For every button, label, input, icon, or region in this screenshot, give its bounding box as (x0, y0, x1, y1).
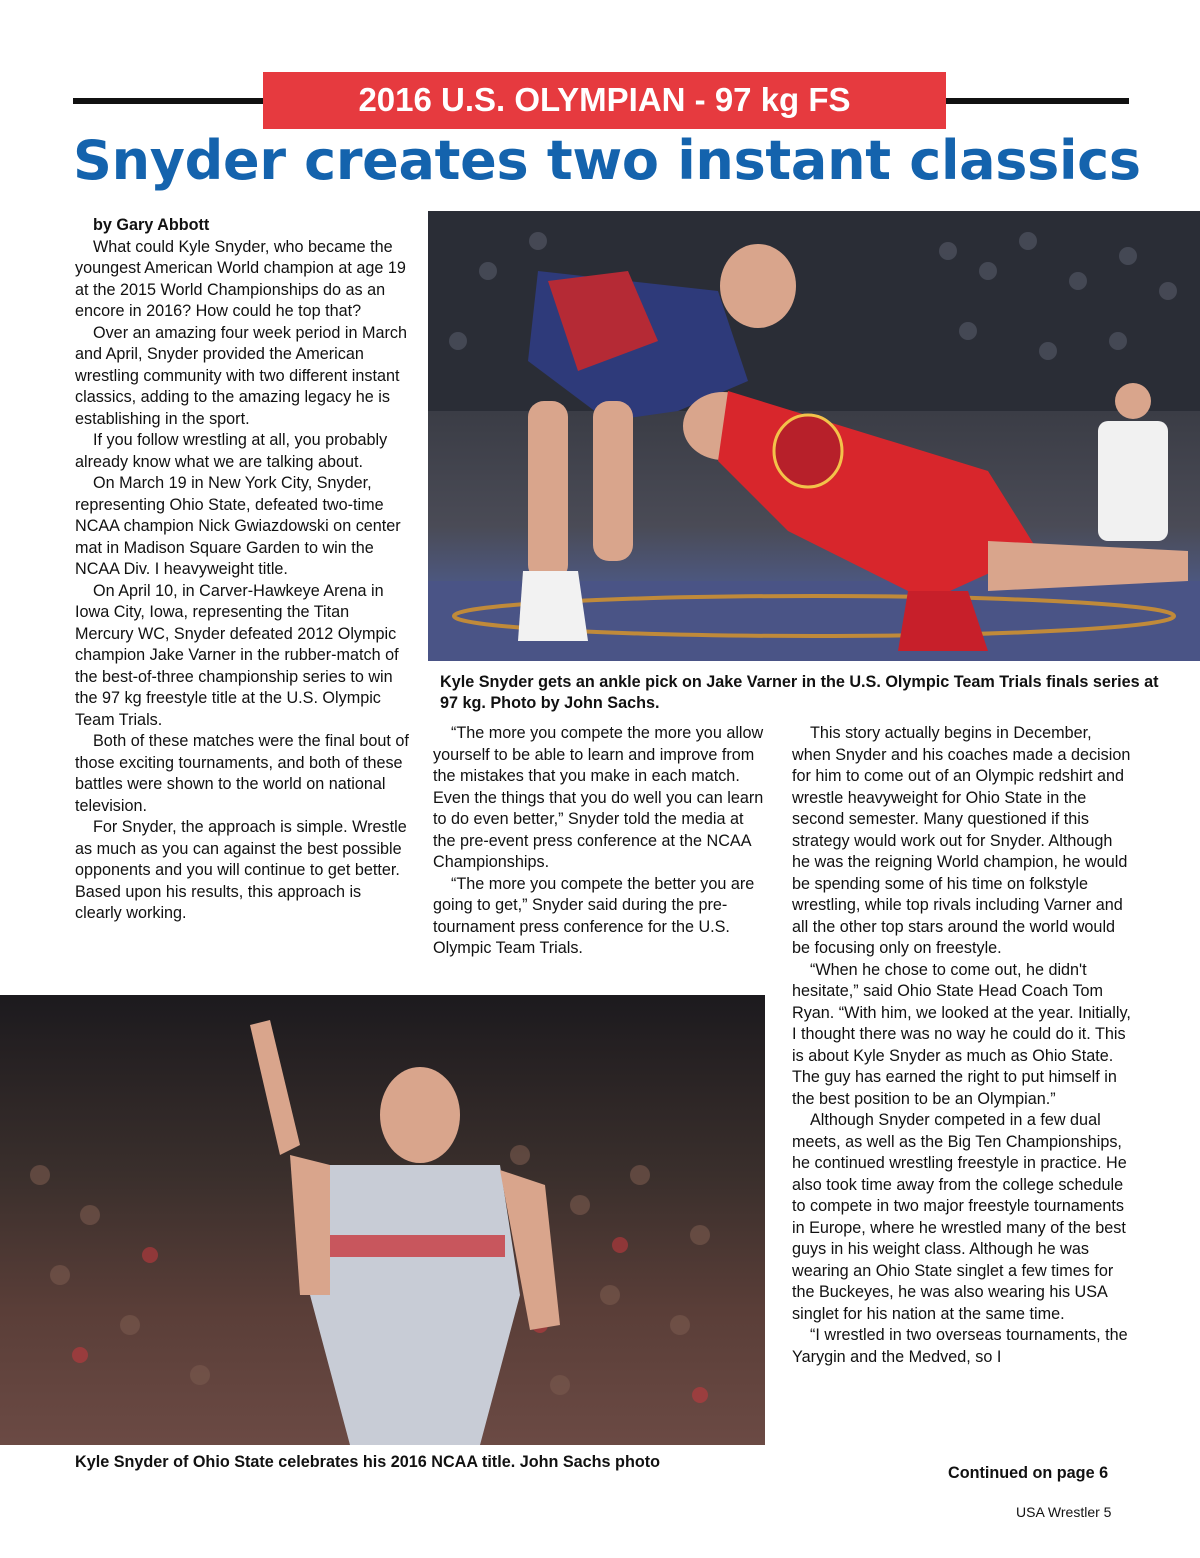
section-kicker: 2016 U.S. OLYMPIAN - 97 kg FS (263, 72, 946, 129)
photo-ankle-pick (428, 211, 1200, 661)
paragraph: Both of these matches were the final bout of those exciting tournaments, and both of these battles were shown to the world on national television. (75, 732, 409, 815)
photo-caption-bottom: Kyle Snyder of Ohio State celebrates his 2016 NCAA title. John Sachs photo (75, 1453, 660, 1471)
photo-ncaa-celebration (0, 995, 765, 1445)
paragraph: Over an amazing four week period in March and April, Snyder provided the American wrestling community with two different instant classics, adding to the amazing legacy he is establishing in the sport. (75, 323, 408, 428)
paragraph: If you follow wrestling at all, you probably already know what we are talking about. (75, 431, 388, 471)
header-rule-left (73, 98, 263, 104)
article-column-3 (792, 723, 1132, 1368)
continued-note: Continued on page 6 (948, 1464, 1109, 1482)
photo-caption-top: Kyle Snyder gets an ankle pick on Jake Varner in the U.S. Olympic Team Trials finals series at 97 kg. Photo by John Sachs. (440, 673, 1159, 712)
paragraph: On April 10, in Carver-Hawkeye Arena in Iowa City, Iowa, representing the Titan Mercury WC, Snyder defeated 2012 Olympic champion Jake Varner in the rubber-match of the best-of-three championship series to win the 97 kg freestyle title at the U.S. Olympic Team Trials. (75, 581, 399, 729)
article-column-1 (75, 215, 410, 925)
header-rule-right (946, 98, 1129, 104)
paragraph: “When he chose to come out, he didn't hesitate,” said Ohio State Head Coach Tom Ryan. “With him, we looked at the year. Initially, I thought there was no way he could do it. This is about Kyle Snyder as much as Ohio State. The guy has earned the right to put himself in the best position to be an Olympian.” (792, 960, 1131, 1108)
byline: by Gary Abbott (93, 216, 210, 234)
paragraph: “I wrestled in two overseas tournaments, the Yarygin and the Medved, so I (792, 1326, 1128, 1366)
article-column-2 (433, 723, 768, 960)
article-headline: Snyder creates two instant classics (73, 129, 1141, 192)
paragraph: For Snyder, the approach is simple. Wrestle as much as you can against the best possible opponents and you will continue to get better. Based upon his results, this approach is clearly working. (75, 818, 407, 922)
paragraph: This story actually begins in December, when Snyder and his coaches made a decision for him to come out of an Olympic redshirt and wrestle heavyweight for Ohio State in the second semester. Many questioned if this strategy would work out for Snyder. Although he was the reigning World champion, he would be spending some of his time on folkstyle wrestling, while top rivals including Varner and all the other top stars around the world would be focusing only on freestyle. (792, 724, 1131, 957)
paragraph: What could Kyle Snyder, who became the youngest American World champion at age 19 at the 2015 World Championships do as an encore in 2016? How could he top that? (75, 237, 406, 320)
paragraph: “The more you compete the more you allow yourself to be able to learn and improve from the mistakes that you make in each match. Even the things that you do well you can learn to do even better,” Snyder told the media at the pre-event press conference at the NCAA Championships. (433, 724, 764, 871)
paragraph: On March 19 in New York City, Snyder, representing Ohio State, defeated two-time NCAA champion Nick Gwiazdowski on center mat in Madison Square Garden to win the NCAA Div. I heavyweight title. (75, 474, 401, 578)
paragraph: Although Snyder competed in a few dual meets, as well as the Big Ten Championships, he continued wrestling freestyle in practice. He also took time away from the college schedule to compete in two major freestyle tournaments in Europe, where he wrestled many of the best guys in his weight class. Although he was wearing an Ohio State singlet a few times for the Buckeyes, he was also wearing his USA singlet for his nation at the same time. (792, 1111, 1127, 1323)
paragraph: “The more you compete the better you are going to get,” Snyder said during the pre-tournament press conference for the U.S. Olympic Team Trials. (433, 874, 755, 957)
page-folio: USA Wrestler 5 (1016, 1504, 1112, 1520)
